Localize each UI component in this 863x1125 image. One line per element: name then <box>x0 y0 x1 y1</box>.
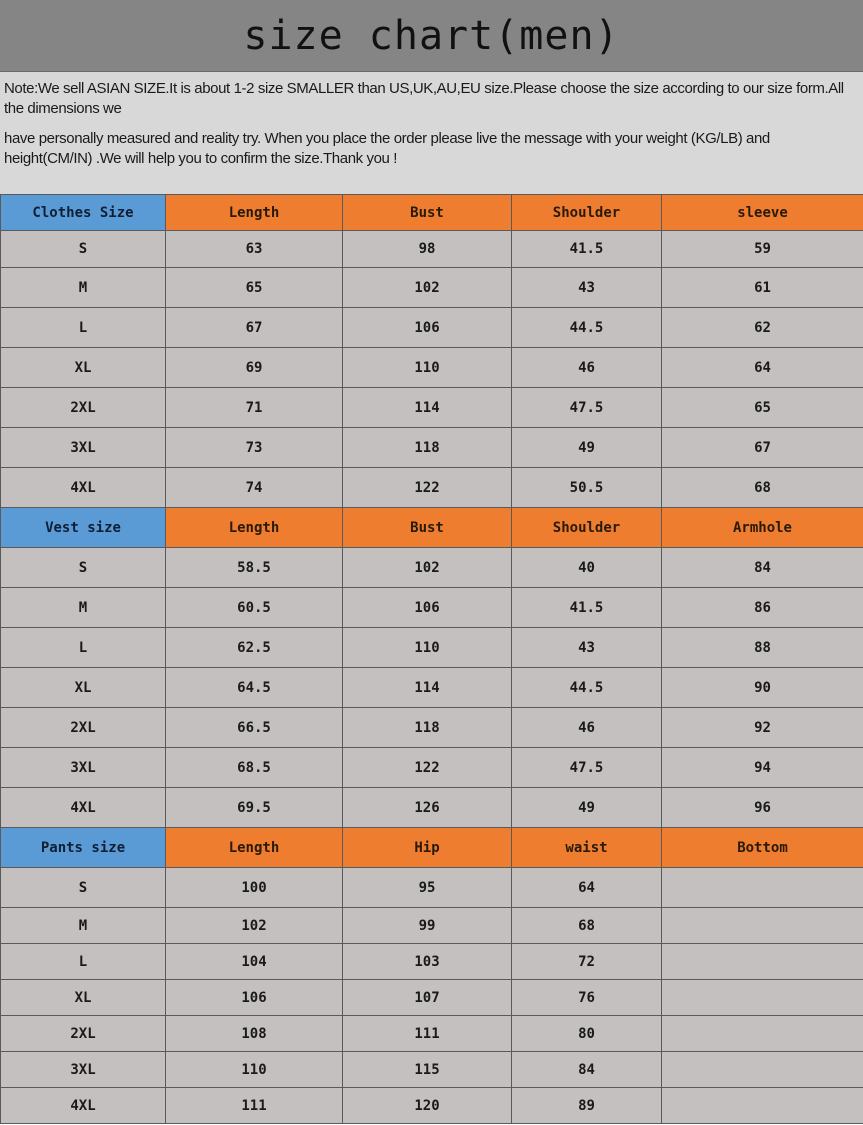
table-cell: 2XL <box>1 1016 166 1052</box>
table-cell: 80 <box>512 1016 662 1052</box>
table-cell: 66.5 <box>166 708 343 748</box>
table-cell: 114 <box>343 388 512 428</box>
header-cell: sleeve <box>662 195 863 231</box>
table-cell: 64.5 <box>166 668 343 708</box>
table-cell: 59 <box>662 231 863 268</box>
table-cell: 71 <box>166 388 343 428</box>
table-cell: 102 <box>166 908 343 944</box>
clothes-row <box>1 268 863 308</box>
header-cell: Length <box>166 508 343 548</box>
table-cell: 92 <box>662 708 863 748</box>
table-cell: 44.5 <box>512 668 662 708</box>
table-cell: 46 <box>512 348 662 388</box>
size-note <box>0 72 863 194</box>
table-cell: 69 <box>166 348 343 388</box>
pants-row <box>1 944 863 980</box>
table-cell: 4XL <box>1 468 166 508</box>
table-cell: 90 <box>662 668 863 708</box>
table-cell: 3XL <box>1 428 166 468</box>
size-table <box>0 194 863 1124</box>
table-cell: 98 <box>343 231 512 268</box>
pants-row <box>1 908 863 944</box>
clothes-row <box>1 388 863 428</box>
table-cell <box>662 944 863 980</box>
table-cell: 64 <box>662 348 863 388</box>
table-cell: 110 <box>343 628 512 668</box>
vest-row <box>1 788 863 828</box>
table-cell <box>662 1052 863 1088</box>
header-cell: Length <box>166 195 343 231</box>
pants-row <box>1 980 863 1016</box>
table-cell: 43 <box>512 628 662 668</box>
table-cell: 84 <box>512 1052 662 1088</box>
header-cell: Vest size <box>1 508 166 548</box>
table-cell: 100 <box>166 868 343 908</box>
table-cell: 89 <box>512 1088 662 1124</box>
header-cell: Shoulder <box>512 508 662 548</box>
pants-row <box>1 868 863 908</box>
clothes-row <box>1 308 863 348</box>
table-cell: S <box>1 868 166 908</box>
table-cell: XL <box>1 980 166 1016</box>
table-cell: 44.5 <box>512 308 662 348</box>
header-cell: Clothes Size <box>1 195 166 231</box>
table-cell: M <box>1 588 166 628</box>
header-cell: Bust <box>343 508 512 548</box>
clothes-row <box>1 428 863 468</box>
header-cell: Length <box>166 828 343 868</box>
table-cell: 120 <box>343 1088 512 1124</box>
header-cell: Armhole <box>662 508 863 548</box>
table-cell: M <box>1 908 166 944</box>
table-cell: 102 <box>343 268 512 308</box>
table-cell: 47.5 <box>512 748 662 788</box>
header-cell: Bust <box>343 195 512 231</box>
table-cell: 47.5 <box>512 388 662 428</box>
table-cell: 4XL <box>1 788 166 828</box>
table-cell: 118 <box>343 428 512 468</box>
table-cell: 68 <box>662 468 863 508</box>
table-cell: 96 <box>662 788 863 828</box>
table-cell: 65 <box>662 388 863 428</box>
pants-header-row <box>1 828 863 868</box>
table-cell: 118 <box>343 708 512 748</box>
table-cell: L <box>1 308 166 348</box>
table-cell: 65 <box>166 268 343 308</box>
table-cell: 62.5 <box>166 628 343 668</box>
table-cell: 3XL <box>1 1052 166 1088</box>
note-line-2: have personally measured and reality try. When you place the order please live the message with your weight (KG/LB) and height(CM/IN) .We will help you to confirm the size.Thank you ! <box>4 130 770 167</box>
table-cell: 76 <box>512 980 662 1016</box>
table-cell: 64 <box>512 868 662 908</box>
vest-row <box>1 548 863 588</box>
table-cell: 106 <box>343 588 512 628</box>
table-cell: 110 <box>166 1052 343 1088</box>
pants-row <box>1 1016 863 1052</box>
clothes-row <box>1 348 863 388</box>
table-cell: 106 <box>166 980 343 1016</box>
table-cell: 4XL <box>1 1088 166 1124</box>
table-cell: 41.5 <box>512 231 662 268</box>
header-cell: waist <box>512 828 662 868</box>
header-cell: Pants size <box>1 828 166 868</box>
table-cell: 126 <box>343 788 512 828</box>
clothes-row <box>1 231 863 268</box>
table-cell: 3XL <box>1 748 166 788</box>
table-cell: 115 <box>343 1052 512 1088</box>
pants-row <box>1 1088 863 1124</box>
vest-row <box>1 708 863 748</box>
vest-row <box>1 668 863 708</box>
table-cell: 2XL <box>1 388 166 428</box>
table-cell: 86 <box>662 588 863 628</box>
table-cell: 110 <box>343 348 512 388</box>
table-cell: 43 <box>512 268 662 308</box>
table-cell: 108 <box>166 1016 343 1052</box>
table-cell: 114 <box>343 668 512 708</box>
vest-row <box>1 748 863 788</box>
table-cell: 49 <box>512 788 662 828</box>
table-cell <box>662 1016 863 1052</box>
table-cell: 99 <box>343 908 512 944</box>
table-cell: 58.5 <box>166 548 343 588</box>
table-cell <box>662 868 863 908</box>
table-cell: 73 <box>166 428 343 468</box>
table-cell: 106 <box>343 308 512 348</box>
table-cell: S <box>1 548 166 588</box>
table-cell: XL <box>1 668 166 708</box>
vest-row <box>1 588 863 628</box>
vest-header-row <box>1 508 863 548</box>
vest-row <box>1 628 863 668</box>
table-cell: 104 <box>166 944 343 980</box>
table-cell: 94 <box>662 748 863 788</box>
table-cell: 122 <box>343 748 512 788</box>
table-cell: 88 <box>662 628 863 668</box>
table-cell: 111 <box>343 1016 512 1052</box>
table-cell: 74 <box>166 468 343 508</box>
table-cell <box>662 980 863 1016</box>
table-cell: 49 <box>512 428 662 468</box>
table-cell: 69.5 <box>166 788 343 828</box>
table-cell: 62 <box>662 308 863 348</box>
table-cell: 41.5 <box>512 588 662 628</box>
clothes-row <box>1 468 863 508</box>
header-cell: Bottom <box>662 828 863 868</box>
table-cell: 122 <box>343 468 512 508</box>
table-cell: 63 <box>166 231 343 268</box>
table-cell: 111 <box>166 1088 343 1124</box>
page-title: size chart(men) <box>0 0 863 72</box>
table-cell: 72 <box>512 944 662 980</box>
table-cell <box>662 1088 863 1124</box>
clothes-header-row <box>1 195 863 231</box>
table-cell: 84 <box>662 548 863 588</box>
table-cell: L <box>1 944 166 980</box>
table-cell: L <box>1 628 166 668</box>
table-cell: 103 <box>343 944 512 980</box>
table-cell: 68 <box>512 908 662 944</box>
table-cell: 67 <box>662 428 863 468</box>
table-cell: 102 <box>343 548 512 588</box>
table-cell: 67 <box>166 308 343 348</box>
table-cell <box>662 908 863 944</box>
table-cell: XL <box>1 348 166 388</box>
table-cell: 107 <box>343 980 512 1016</box>
table-cell: 50.5 <box>512 468 662 508</box>
note-line-1: Note:We sell ASIAN SIZE.It is about 1-2 size SMALLER than US,UK,AU,EU size.Please choose the size according to our size form.All the dimensions we <box>4 80 844 117</box>
header-cell: Hip <box>343 828 512 868</box>
pants-row <box>1 1052 863 1088</box>
table-cell: 95 <box>343 868 512 908</box>
table-cell: 46 <box>512 708 662 748</box>
table-cell: 60.5 <box>166 588 343 628</box>
header-cell: Shoulder <box>512 195 662 231</box>
table-cell: 2XL <box>1 708 166 748</box>
table-cell: M <box>1 268 166 308</box>
table-cell: 61 <box>662 268 863 308</box>
table-cell: 40 <box>512 548 662 588</box>
table-cell: 68.5 <box>166 748 343 788</box>
table-cell: S <box>1 231 166 268</box>
